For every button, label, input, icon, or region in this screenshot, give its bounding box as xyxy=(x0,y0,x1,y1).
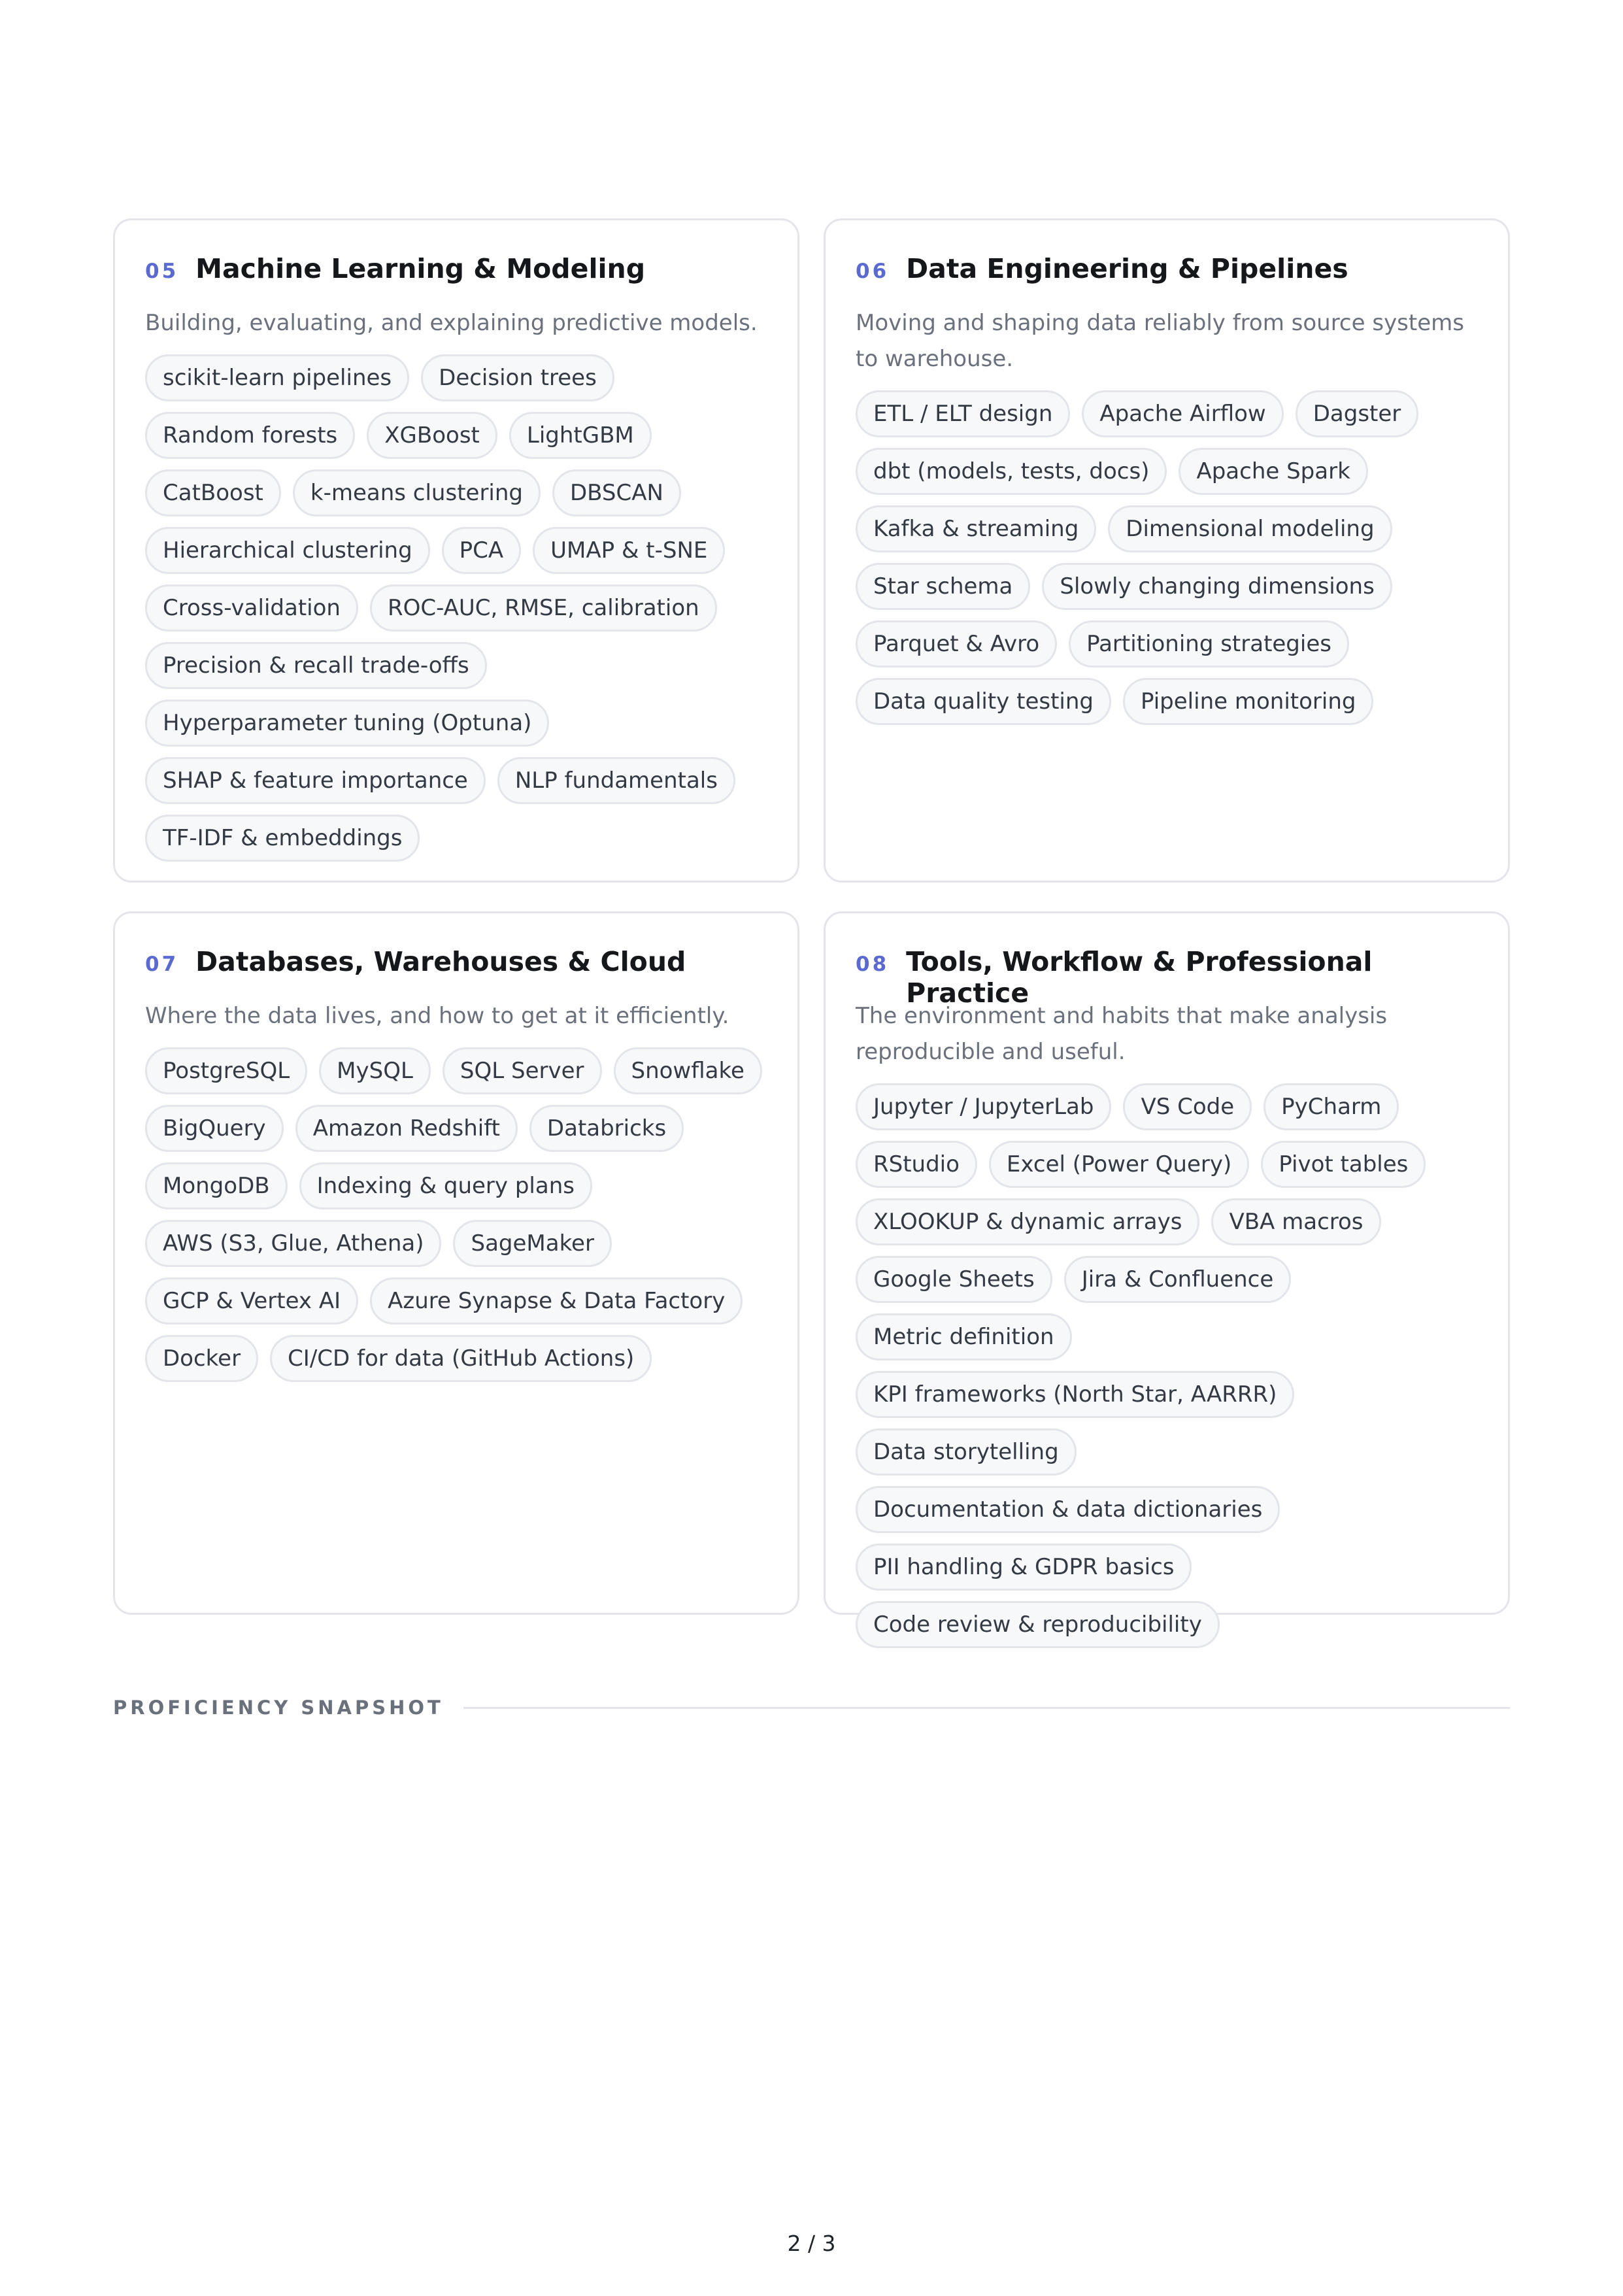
skill-tag: Jupyter / JupyterLab xyxy=(856,1083,1111,1130)
skill-tag: Partitioning strategies xyxy=(1069,620,1349,667)
skill-tag: XGBoost xyxy=(367,412,497,459)
skill-tag: Dimensional modeling xyxy=(1108,505,1392,552)
card-number: 07 xyxy=(145,953,179,976)
skill-tag: MySQL xyxy=(319,1047,431,1094)
skill-tag: Documentation & data dictionaries xyxy=(856,1486,1280,1533)
skill-card-tools-workflow xyxy=(824,911,1510,1638)
skill-tag: PII handling & GDPR basics xyxy=(856,1544,1192,1591)
skill-tag: KPI frameworks (North Star, AARRR) xyxy=(856,1371,1294,1418)
card-number: 08 xyxy=(856,953,890,976)
skill-tag: TF-IDF & embeddings xyxy=(145,815,420,862)
card-title: Databases, Warehouses & Cloud xyxy=(195,946,686,977)
skill-tag: Precision & recall trade-offs xyxy=(145,642,487,689)
page-number: 2 / 3 xyxy=(787,2231,836,2256)
skill-tag: LightGBM xyxy=(509,412,652,459)
skill-tag: CI/CD for data (GitHub Actions) xyxy=(270,1335,652,1382)
tag-list xyxy=(145,354,767,862)
skill-tag: SQL Server xyxy=(443,1047,602,1094)
proficiency-snapshot-heading xyxy=(113,1693,1510,1722)
card-number: 06 xyxy=(856,260,890,283)
skill-tag: Kafka & streaming xyxy=(856,505,1096,552)
skill-tag: Parquet & Avro xyxy=(856,620,1057,667)
card-description: Moving and shaping data reliably from source systems to warehouse. xyxy=(856,310,1464,372)
skill-tag: AWS (S3, Glue, Athena) xyxy=(145,1220,441,1267)
skill-tag: SageMaker xyxy=(453,1220,611,1267)
card-title: Data Engineering & Pipelines xyxy=(906,253,1348,284)
skill-tag: VS Code xyxy=(1123,1083,1252,1130)
skill-tag: XLOOKUP & dynamic arrays xyxy=(856,1198,1199,1245)
skill-tag: VBA macros xyxy=(1211,1198,1380,1245)
skill-tag: Hyperparameter tuning (Optuna) xyxy=(145,700,549,747)
skill-tag: Pipeline monitoring xyxy=(1123,678,1373,725)
tag-list xyxy=(145,1047,767,1382)
skill-tag: Databricks xyxy=(529,1105,684,1152)
skill-tag: Hierarchical clustering xyxy=(145,527,430,574)
skill-tag: Apache Airflow xyxy=(1082,390,1283,437)
skill-tag: Cross-validation xyxy=(145,584,358,632)
skill-tag: Pivot tables xyxy=(1261,1141,1426,1188)
skill-tag: GCP & Vertex AI xyxy=(145,1277,358,1325)
skill-tag: BigQuery xyxy=(145,1105,284,1152)
skill-card-machine-learning xyxy=(113,218,799,883)
skill-card-data-engineering xyxy=(824,218,1510,883)
skill-tag: Star schema xyxy=(856,563,1030,610)
skill-tag: Azure Synapse & Data Factory xyxy=(370,1277,743,1325)
tag-list xyxy=(856,390,1478,725)
tag-list xyxy=(856,1083,1478,1648)
skill-tag: Dagster xyxy=(1296,390,1419,437)
skill-tag: PCA xyxy=(442,527,522,574)
skill-tag: NLP fundamentals xyxy=(497,757,735,804)
card-description: The environment and habits that make analysis reproducible and useful. xyxy=(856,1003,1388,1065)
skill-tag: ETL / ELT design xyxy=(856,390,1070,437)
skill-tag: Decision trees xyxy=(421,354,614,401)
card-description: Where the data lives, and how to get at it efficiently. xyxy=(145,1003,729,1029)
skill-tag: Slowly changing dimensions xyxy=(1042,563,1392,610)
section-label: PROFICIENCY SNAPSHOT xyxy=(113,1697,444,1719)
skill-tag: Random forests xyxy=(145,412,355,459)
skill-tag: Apache Spark xyxy=(1179,448,1367,495)
card-title: Tools, Workflow & Professional Practice xyxy=(906,946,1373,1009)
section-divider xyxy=(463,1707,1510,1709)
skill-tag: Excel (Power Query) xyxy=(989,1141,1249,1188)
skill-tag: RStudio xyxy=(856,1141,977,1188)
skill-tag: SHAP & feature importance xyxy=(145,757,486,804)
skill-tag: Data quality testing xyxy=(856,678,1111,725)
skill-tag: scikit-learn pipelines xyxy=(145,354,409,401)
skill-tag: Data storytelling xyxy=(856,1428,1077,1476)
skill-tag: MongoDB xyxy=(145,1162,288,1209)
card-number: 05 xyxy=(145,260,179,283)
skill-tag: Docker xyxy=(145,1335,258,1382)
skill-tag: dbt (models, tests, docs) xyxy=(856,448,1167,495)
skill-tag: Indexing & query plans xyxy=(299,1162,592,1209)
skill-tag: CatBoost xyxy=(145,469,281,516)
skill-card-databases-cloud xyxy=(113,911,799,1615)
skill-tag: ROC-AUC, RMSE, calibration xyxy=(370,584,717,632)
skill-tag: Google Sheets xyxy=(856,1256,1052,1303)
skill-tag: PostgreSQL xyxy=(145,1047,307,1094)
skill-tag: UMAP & t-SNE xyxy=(533,527,725,574)
card-description: Building, evaluating, and explaining predictive models. xyxy=(145,310,758,336)
skill-tag: PyCharm xyxy=(1263,1083,1399,1130)
skill-tag: Amazon Redshift xyxy=(295,1105,518,1152)
skill-tag: k-means clustering xyxy=(293,469,541,516)
card-title: Machine Learning & Modeling xyxy=(195,253,646,284)
skill-tag: Snowflake xyxy=(614,1047,762,1094)
skill-tag: Metric definition xyxy=(856,1313,1072,1360)
skill-tag: Jira & Confluence xyxy=(1064,1256,1292,1303)
skill-tag: DBSCAN xyxy=(552,469,681,516)
skill-tag: Code review & reproducibility xyxy=(856,1601,1220,1648)
